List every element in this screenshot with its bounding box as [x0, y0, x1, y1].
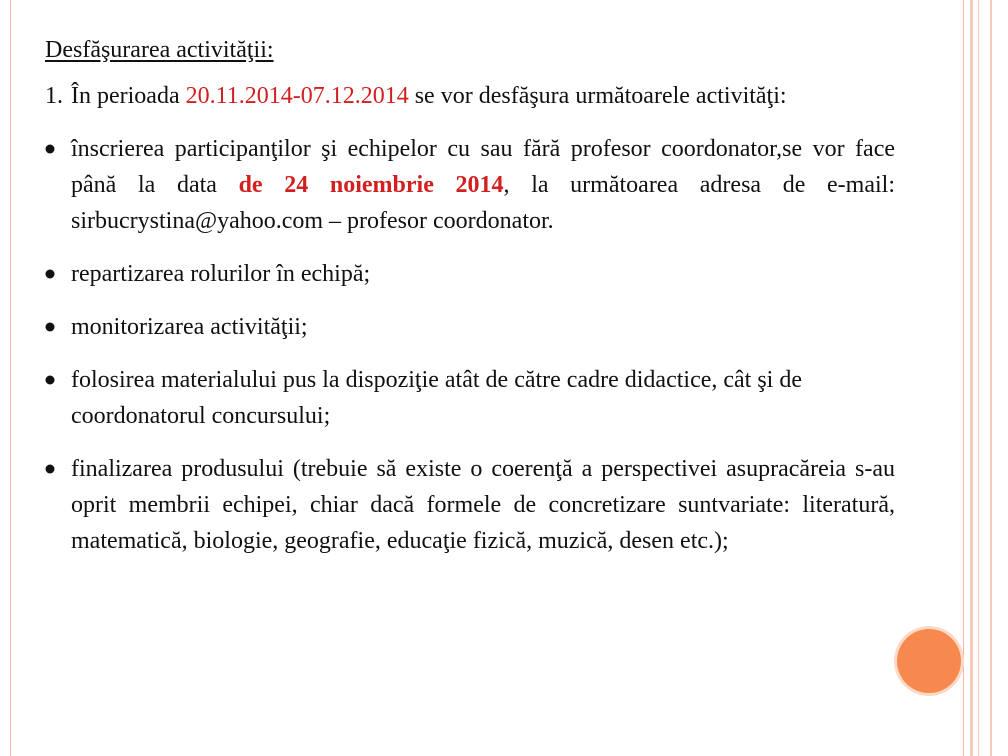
- materials-text: folosirea materialului pus la dispoziţie atât de către cadre didactice, cât şi de coordonatorul concursului;: [71, 367, 803, 429]
- decorative-stripe: [990, 0, 992, 756]
- registration-text: înscrierea participanţilor şi echipelor cu sau fără profesor coordonator,se vor face până la data: [71, 136, 895, 198]
- monitoring-text: monitorizarea activităţii;: [71, 314, 308, 340]
- item-text-after: se vor desfăşura următoarele activităţi:: [408, 83, 787, 109]
- activity-list: [45, 131, 895, 559]
- list-item-materials: [45, 362, 895, 434]
- decorative-stripe: [963, 0, 964, 756]
- decorative-stripe: [978, 0, 979, 756]
- finalization-text: finalizarea produsului (trebuie să existe o coerenţă a perspectivei asupracăreia s-au oprit membrii echipei, chiar dacă formele de concretizare suntvariate: literatură, matematică, biologie, geografie, educaţie fizică, muzică, desen etc.);: [71, 456, 895, 554]
- item-text-before: În perioada: [71, 83, 186, 109]
- period-dates: 20.11.2014-07.12.2014: [185, 83, 409, 109]
- deadline-year: 2014: [433, 172, 504, 198]
- item-number: 1.: [45, 83, 63, 109]
- roles-text: repartizarea rolurilor în echipă;: [71, 261, 371, 287]
- orange-circle-decoration: [897, 629, 961, 693]
- bullet-icon: [45, 144, 55, 154]
- bullet-icon: [45, 375, 55, 385]
- bullet-icon: [45, 464, 55, 474]
- registration-email-text: , la următoarea adresa de e-mail: sirbucrystina@yahoo.com – profesor coordonator.: [71, 172, 895, 234]
- list-item-registration: [45, 131, 895, 239]
- numbered-item-1: [45, 78, 895, 114]
- decorative-stripe: [970, 0, 973, 756]
- list-item-roles: [45, 256, 895, 292]
- list-item-monitoring: [45, 309, 895, 345]
- slide-content: [45, 32, 895, 559]
- bullet-icon: [45, 269, 55, 279]
- bullet-icon: [45, 322, 55, 332]
- deadline-date: de 24 noiembrie: [238, 172, 434, 198]
- list-item-finalization: [45, 451, 895, 559]
- section-heading: Desfăşurarea activităţii:: [45, 37, 274, 63]
